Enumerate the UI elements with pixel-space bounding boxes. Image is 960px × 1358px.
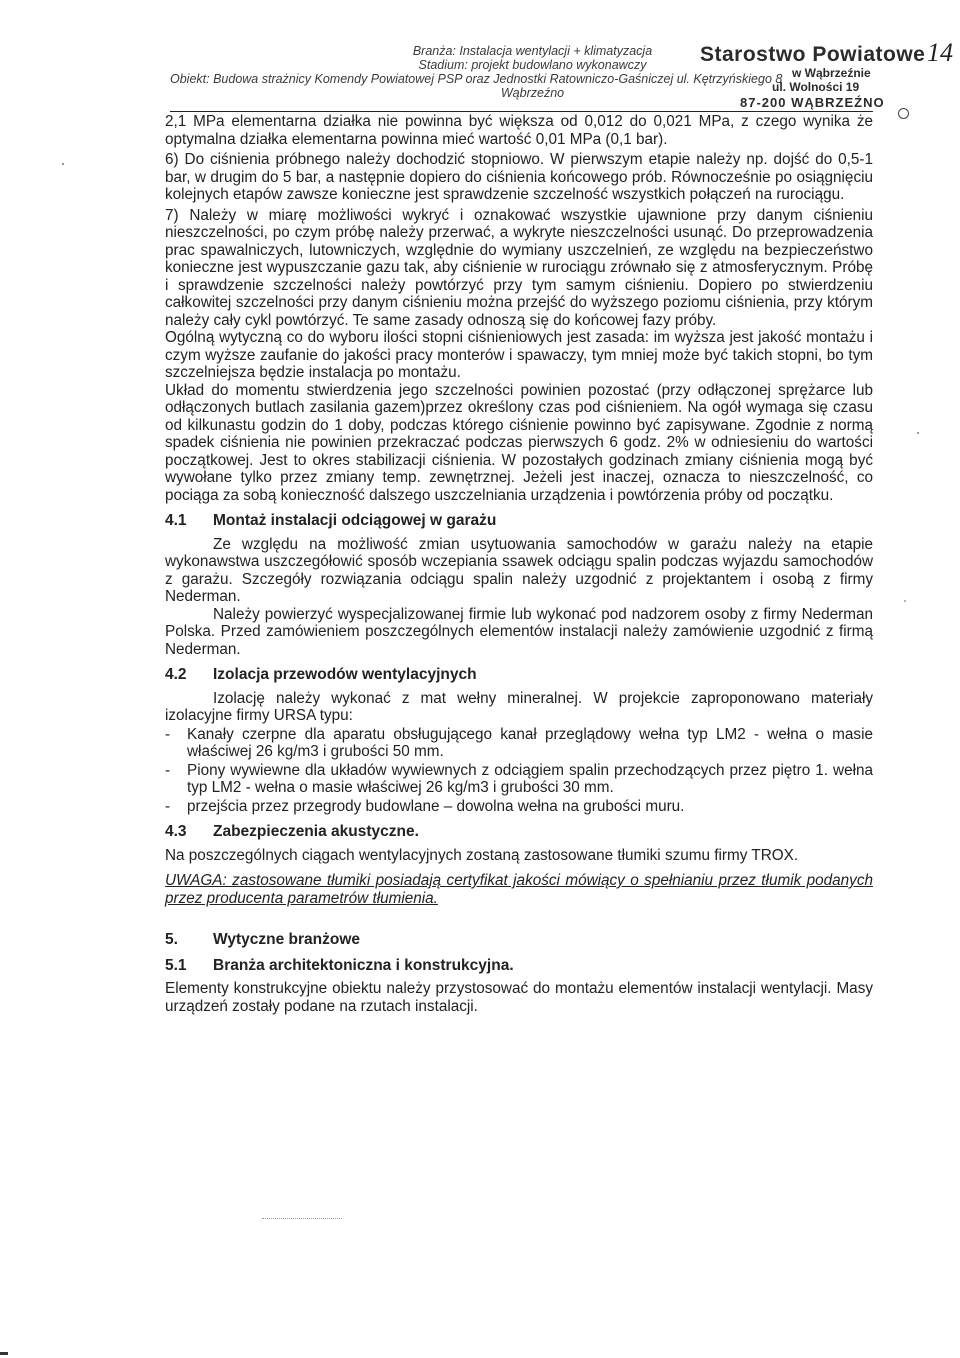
dash-bullet: - <box>165 761 171 779</box>
stamp-line-2: w Wąbrzeźnie <box>792 66 871 80</box>
section-number: 5. <box>165 931 178 948</box>
section-title: Zabezpieczenia akustyczne. <box>213 823 419 840</box>
section-title: Branża architektoniczna i konstrukcyjna. <box>213 956 514 974</box>
section-title: Izolacja przewodów wentylacyjnych <box>213 666 477 683</box>
section-5-1-heading <box>165 957 873 975</box>
handwritten-page-number: 14 <box>927 38 953 67</box>
paragraph-pressure-division: 2,1 MPa elementarna działka nie powinna być większa od 0,012 do 0,021 MPa, z czego wynika że optymalna działka elementarna powinna mieć wartość 0,01 MPa (0,1 bar). <box>165 113 873 148</box>
list-item <box>165 798 873 816</box>
section-4-2-paragraph: Izolację należy wykonać z mat wełny mineralnej. W projekcie zaproponowano materiały izolacyjne firmy URSA typu: <box>165 689 873 724</box>
scan-edge-mark <box>0 1352 8 1355</box>
scan-speck <box>904 600 906 602</box>
section-5-1-paragraph: Elementy konstrukcyjne obiektu należy przystosować do montażu elementów instalacji wentylacji. Masy urządzeń zostały podane na rzutach instalacji. <box>165 980 873 1015</box>
list-item <box>165 762 873 797</box>
section-4-3-heading <box>165 823 873 841</box>
official-stamp <box>700 44 940 111</box>
list-item-text: Piony wywiewne dla układów wywiewnych z odciągiem spalin przechodzących przez piętro 1. wełna typ LM2 - wełna o masie właściwej 26 kg/m3 i grubości 30 mm. <box>187 761 873 796</box>
section-number: 4.2 <box>165 666 187 683</box>
header-stage: Stadium: projekt budowlano wykonawczy <box>418 58 647 72</box>
paragraph-system-hold: Układ do momentu stwierdzenia jego szczelności powinien pozostać (przy odłączonej sprężarce lub odłączonych butlach zasilania gazem)przez określony czas pod ciśnieniem. Na ogół wymaga się czasu od kilkunastu godzin do 1 doby, podczas którego ciśnienie powinno być zapisywane. Zgodnie z normą spadek ciśnienia nie powinien przekraczać podczas pierwszych 6 godz. 2% w odniesieniu do wartości początkowej. Jest to okres stabilizacji ciśnienia. W pozostałych godzinach zmiany ciśnienia mogą być wywołane tylko przez zmiany temp. zewnętrznej. Jeżeli jest inaczej, oznacza to nieszczelność, co pociąga za sobą konieczność dalszego uszczelniania urządzenia i powtórzenia próby od początku. <box>165 381 873 504</box>
section-4-3-paragraph: Na poszczególnych ciągach wentylacyjnych zostaną zastosowane tłumiki szumu firmy TROX. <box>165 846 799 864</box>
header-object: Obiekt: Budowa strażnicy Komendy Powiatowej PSP oraz Jednostki Ratowniczo-Gaśniczej ul. Kętrzyńskiego 8 <box>170 72 783 86</box>
section-title: Montaż instalacji odciągowej w garażu <box>213 512 497 529</box>
paragraph-step-6: 6) Do ciśnienia próbnego należy dochodzić stopniowo. W pierwszym etapie należy np. dojść do 0,5-1 bar, w drugim do 5 bar, a następnie dopiero do ciśnienia końcowego prób. Równocześnie po osiągnięciu kolejnych etapów zawsze konieczne jest sprawdzenie szczelność wszystkich połączeń na rurociągu. <box>165 151 873 203</box>
list-item-text: Kanały czerpne dla aparatu obsługującego kanał przeglądowy wełna typ LM2 - wełna o masie właściwej 26 kg/m3 i grubości 50 mm. <box>187 725 873 760</box>
section-number: 4.1 <box>165 512 187 529</box>
section-4-2-heading <box>165 666 873 684</box>
section-5-heading <box>165 931 873 949</box>
header-city: Wąbrzeźno <box>500 86 565 100</box>
paragraph-general-rule: Ogólną wytyczną co do wyboru ilości stopni ciśnieniowych jest zasada: im wyższa jest jakość montażu i czym wyższe zaufanie do jakości pracy monterów i spawaczy, tym mniej może być takich stopni, bo tym szczelniejsza będzie instalacja po montażu. <box>165 329 873 381</box>
section-4-1-paragraph-2: Należy powierzyć wyspecjalizowanej firmie lub wykonać pod nadzorem osoby z firmy Nederman Polska. Przed zamówieniem poszczególnych elementów instalacji należy zamówienie uzgodnić z firmą Nederman. <box>165 605 873 658</box>
stamp-line-1: Starostwo Powiatowe <box>700 43 926 66</box>
header-divider <box>170 111 873 112</box>
header-branch: Branża: Instalacja wentylacji + klimatyzacja <box>412 44 653 58</box>
punch-hole-mark <box>898 108 909 119</box>
dash-bullet: - <box>165 797 171 815</box>
section-number: 5.1 <box>165 956 187 974</box>
section-4-1-paragraph-1: Ze względu na możliwość zmian usytuowania samochodów w garażu należy na etapie wykonawstwa uszczegółowić sposób wczepiania ssawek odciągu spalin podczas wyjazdu samochodów z garażu. Szczegóły rozwiązania odciągu spalin należy uzgodnić z projektantem i osobą z firmy Nederman. <box>165 535 873 605</box>
document-body <box>165 113 873 1015</box>
stamp-line-3: ul. Wolności 19 <box>772 80 860 94</box>
list-item <box>165 726 873 761</box>
dash-bullet: - <box>165 725 171 743</box>
stamp-line-4: 87-200 WĄBRZEŹNO <box>740 95 885 110</box>
list-item-text: przejścia przez przegrody budowlane – dowolna wełna na grubości muru. <box>187 797 685 815</box>
paragraph-step-7: 7) Należy w miarę możliwości wykryć i oznakować wszystkie ujawnione przy danym ciśnieniu nieszczelności, po czym próbę należy przerwać, a wykryte nieszczelności usunąć. Do przeprowadzenia prac spawalniczych, lutowniczych, względnie do wymiany uszczelnień, ze względu na bezpieczeństwo konieczne jest wypuszczanie gazu tak, aby ciśnienie w rurociągu zrównało się z atmosferycznym. Próbę i sprawdzenie szczelności należy powtórzyć przy tym samym ciśnieniu. Dopiero po stwierdzeniu całkowitej szczelności przy danym ciśnieniu można przejść do wyższego poziomu ciśnienia, przy którym należy cały cykl powtórzyć. Te same zasady odnoszą się do końcowej fazy próby. <box>165 206 873 329</box>
warning-note: UWAGA: zastosowane tłumiki posiadają certyfikat jakości mówiący o spełnianiu przez tłumik podanych przez producenta parametrów tłumienia. <box>165 872 873 907</box>
scan-smudge <box>262 1210 342 1219</box>
section-4-1-heading <box>165 512 873 530</box>
section-number: 4.3 <box>165 823 187 840</box>
scan-speck <box>917 432 919 434</box>
scan-speck <box>62 163 64 165</box>
section-title: Wytyczne branżowe <box>213 931 361 948</box>
